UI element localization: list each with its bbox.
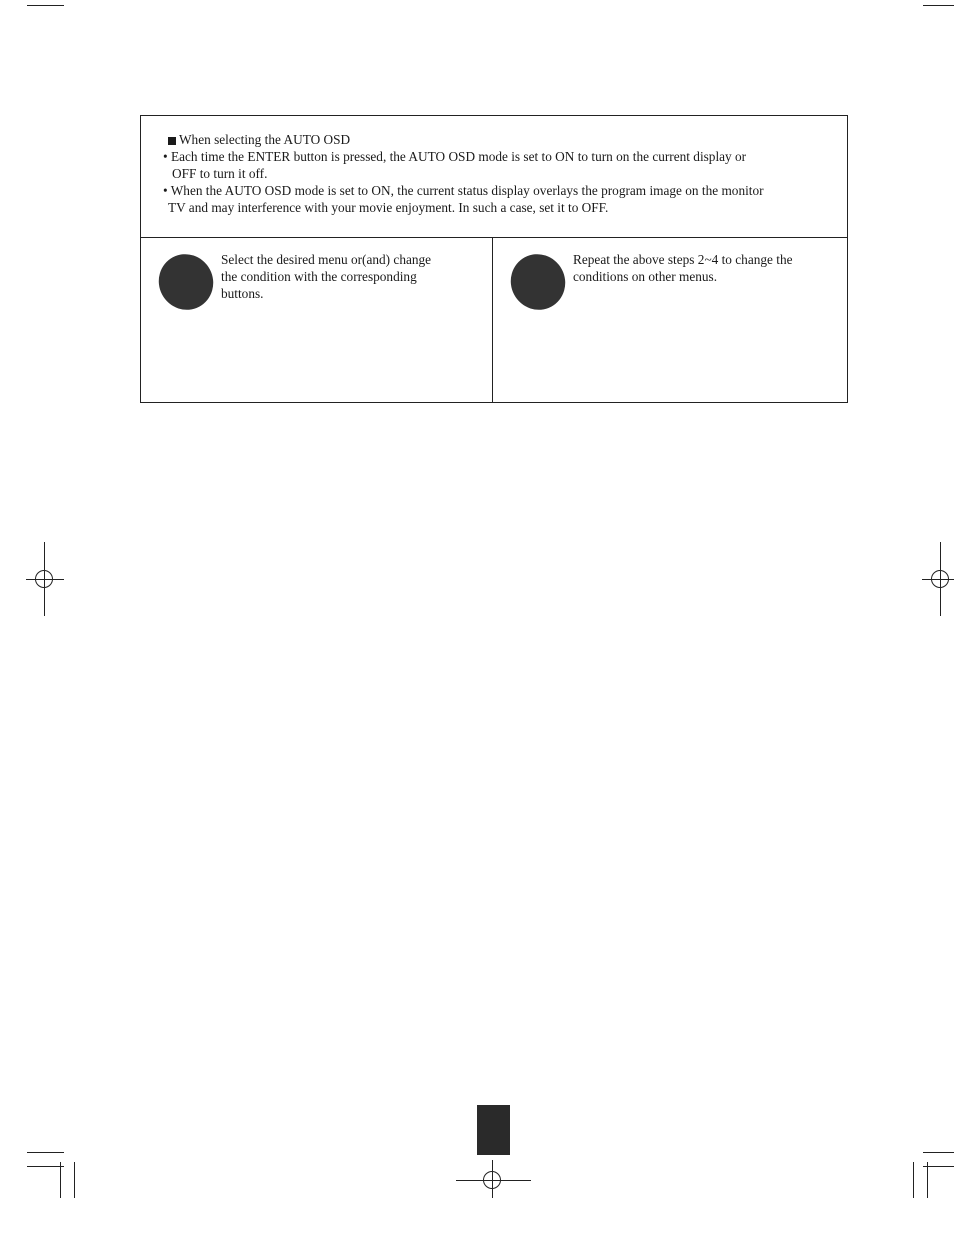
- step-text-line: buttons.: [221, 286, 264, 301]
- note-bullet-enter-button: [163, 148, 813, 182]
- step-select-menu: [141, 238, 493, 402]
- registration-mark-bottom-circle: [483, 1171, 501, 1189]
- crop-mark-top-left: [27, 5, 64, 6]
- crop-mark-bottom-left-v1: [60, 1162, 61, 1198]
- auto-osd-note: [141, 116, 847, 238]
- crop-mark-bottom-left-v2: [74, 1162, 75, 1198]
- crop-mark-bottom-right-v1: [913, 1162, 914, 1198]
- crop-mark-top-right: [923, 5, 954, 6]
- instruction-box: [140, 115, 848, 403]
- crop-mark-bottom-left-h1: [27, 1152, 64, 1153]
- step-text-line: Select the desired menu or(and) change: [221, 252, 432, 267]
- step-text: [221, 251, 471, 302]
- registration-mark-right-circle: [931, 570, 949, 588]
- square-bullet-icon: [168, 137, 176, 145]
- page-number-tab: [477, 1105, 510, 1155]
- note-bullet-line: OFF to turn it off.: [172, 166, 268, 181]
- crop-mark-bottom-right-v2: [927, 1162, 928, 1198]
- step-text-line: the condition with the corresponding: [221, 269, 417, 284]
- note-bullet-line: • When the AUTO OSD mode is set to ON, the current status display overlays the program image on the monitor: [163, 183, 764, 198]
- crop-mark-bottom-right-h1: [923, 1152, 954, 1153]
- note-bullet-line: TV and may interference with your movie enjoyment. In such a case, set it to OFF.: [168, 200, 609, 215]
- note-bullet-status-overlay: [163, 182, 813, 216]
- crop-mark-bottom-left-h2: [27, 1166, 64, 1167]
- note-heading: [168, 131, 350, 148]
- note-bullet-line: • Each time the ENTER button is pressed, the AUTO OSD mode is set to ON to turn on the current display or: [163, 149, 747, 164]
- step-number-disc: [501, 245, 575, 320]
- step-text-line: conditions on other menus.: [573, 269, 718, 284]
- step-text-line: Repeat the above steps 2~4 to change the: [573, 252, 793, 267]
- step-text: [573, 251, 823, 285]
- step-repeat: [493, 238, 847, 402]
- step-number-disc: [149, 245, 223, 320]
- registration-mark-left-circle: [35, 570, 53, 588]
- note-heading-text: When selecting the AUTO OSD: [179, 132, 351, 147]
